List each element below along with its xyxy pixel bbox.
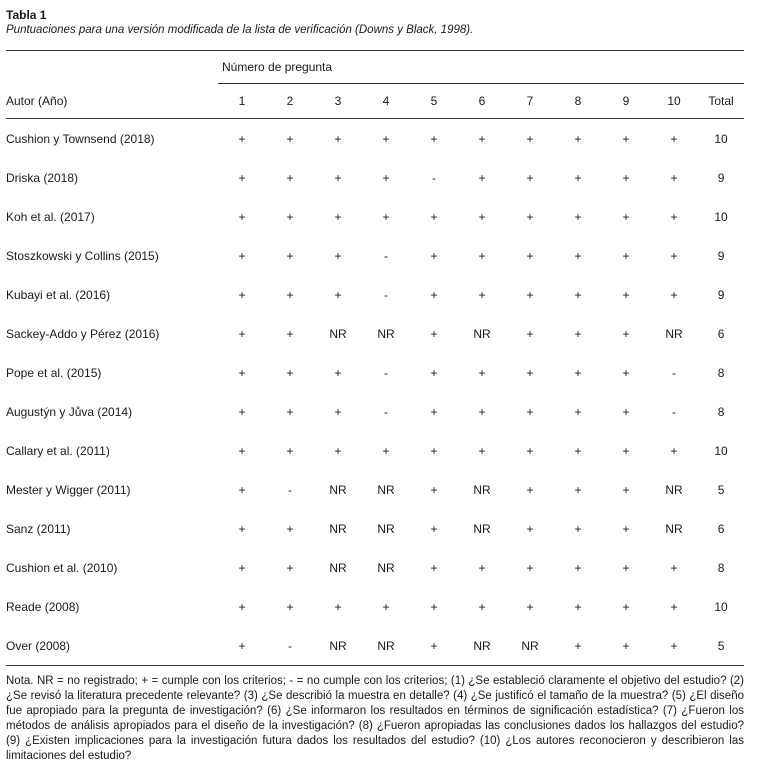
column-header-question-7: 7 bbox=[506, 84, 554, 119]
score-cell: + bbox=[334, 170, 342, 185]
score-cell: + bbox=[622, 404, 630, 419]
score-cell: + bbox=[430, 443, 438, 458]
score-cell: + bbox=[670, 443, 678, 458]
score-cell: + bbox=[238, 404, 246, 419]
score-cell: NR bbox=[314, 626, 362, 666]
total-cell: 10 bbox=[714, 443, 728, 458]
total-cell: 9 bbox=[717, 248, 725, 263]
score-cell: + bbox=[430, 326, 438, 341]
score-cell: NR bbox=[362, 626, 410, 666]
score-cell: NR bbox=[473, 326, 491, 341]
author-cell: Pope et al. (2015) bbox=[6, 365, 102, 380]
score-cell: + bbox=[238, 248, 246, 263]
score-cell: + bbox=[526, 404, 534, 419]
score-cell: + bbox=[478, 209, 486, 224]
score-cell: + bbox=[286, 209, 294, 224]
score-cell: NR bbox=[329, 482, 347, 497]
score-cell: NR bbox=[377, 326, 395, 341]
score-cell: NR bbox=[377, 560, 395, 575]
score-cell: + bbox=[670, 599, 678, 614]
table-row bbox=[6, 353, 744, 392]
author-cell: Augustýn y Jůva (2014) bbox=[6, 404, 133, 419]
table-row bbox=[6, 392, 744, 431]
score-cell: + bbox=[430, 209, 438, 224]
score-cell: + bbox=[430, 482, 438, 497]
author-cell: Over (2008) bbox=[6, 626, 218, 666]
column-header-question-2: 2 bbox=[266, 84, 314, 119]
score-cell: + bbox=[286, 131, 294, 146]
score-cell: + bbox=[382, 131, 390, 146]
score-cell: + bbox=[286, 170, 294, 185]
score-cell: + bbox=[430, 248, 438, 263]
score-cell: + bbox=[238, 209, 246, 224]
table-row bbox=[6, 626, 744, 666]
score-cell: - bbox=[384, 404, 388, 419]
scores-table bbox=[6, 50, 744, 666]
score-cell: - bbox=[384, 248, 388, 263]
score-cell: - bbox=[432, 170, 436, 185]
score-cell: + bbox=[574, 209, 582, 224]
column-header-question-6: 6 bbox=[458, 84, 506, 119]
author-cell: Cushion y Townsend (2018) bbox=[6, 131, 155, 146]
score-cell: NR bbox=[473, 521, 491, 536]
author-cell: Sackey-Addo y Pérez (2016) bbox=[6, 326, 160, 341]
total-cell: 9 bbox=[717, 170, 725, 185]
score-cell: + bbox=[574, 326, 582, 341]
table-row bbox=[6, 509, 744, 548]
score-cell: - bbox=[672, 404, 676, 419]
score-cell: + bbox=[574, 404, 582, 419]
document bbox=[6, 8, 744, 764]
score-cell: + bbox=[286, 560, 294, 575]
score-cell: + bbox=[286, 443, 294, 458]
score-cell: NR bbox=[377, 521, 395, 536]
score-cell: + bbox=[670, 248, 678, 263]
author-cell: Stoszkowski y Collins (2015) bbox=[6, 248, 159, 263]
score-cell: + bbox=[650, 626, 698, 666]
group-header-spacer bbox=[6, 51, 218, 84]
score-cell: + bbox=[238, 443, 246, 458]
score-cell: + bbox=[622, 248, 630, 263]
score-cell: + bbox=[574, 248, 582, 263]
score-cell: NR bbox=[329, 326, 347, 341]
author-cell: Reade (2008) bbox=[6, 599, 80, 614]
column-header-question-4: 4 bbox=[362, 84, 410, 119]
score-cell: - bbox=[672, 365, 676, 380]
score-cell: + bbox=[286, 248, 294, 263]
score-cell: + bbox=[670, 560, 678, 575]
table-note: Nota. NR = no registrado; + = cumple con los criterios; - = no cumple con los criterios; (1) ¿Se estableció claramente el objetivo del estudio? (2) ¿Se revisó la literatura precedente relevante? (3) ¿Se describió la muestra en detalle? (4) ¿Se justificó el tamaño de la muestra? (5) ¿El diseño fue apropiado para la pregunta de investigación? (6) ¿Se informaron los resultados en términos de significación estadística? (7) ¿Fueron los métodos de análisis apropiados para el diseño de la investigación? (8) ¿Fueron apropiadas las conclusiones dados los hallazgos del estudio? (9) ¿Existen implicaciones para la investigación futura dados los resultados del estudio? (10) ¿Los autores reconocieron y describieron las limitaciones del estudio? bbox=[6, 675, 744, 762]
score-cell: + bbox=[670, 131, 678, 146]
score-cell: + bbox=[334, 287, 342, 302]
score-cell: + bbox=[622, 443, 630, 458]
score-cell: - bbox=[266, 626, 314, 666]
score-cell: + bbox=[554, 626, 602, 666]
score-cell: + bbox=[430, 599, 438, 614]
total-cell: 8 bbox=[717, 560, 725, 575]
score-cell: + bbox=[410, 626, 458, 666]
score-cell: + bbox=[574, 482, 582, 497]
score-cell: + bbox=[478, 404, 486, 419]
table-subtitle: Puntuaciones para una versión modificada de la lista de verificación (Downs y Black, 1998). bbox=[6, 24, 474, 36]
score-cell: + bbox=[478, 248, 486, 263]
score-cell: + bbox=[622, 131, 630, 146]
total-cell: 10 bbox=[714, 209, 728, 224]
score-cell: + bbox=[574, 287, 582, 302]
score-cell: + bbox=[430, 365, 438, 380]
score-cell: + bbox=[382, 170, 390, 185]
score-cell: + bbox=[238, 560, 246, 575]
column-header-question-3: 3 bbox=[314, 84, 362, 119]
score-cell: + bbox=[430, 521, 438, 536]
score-cell: + bbox=[574, 521, 582, 536]
score-cell: + bbox=[622, 521, 630, 536]
table-row bbox=[6, 158, 744, 197]
score-cell: + bbox=[526, 521, 534, 536]
score-cell: + bbox=[526, 365, 534, 380]
table-row bbox=[6, 431, 744, 470]
total-cell: 5 bbox=[698, 626, 744, 666]
score-cell: NR bbox=[377, 482, 395, 497]
score-cell: + bbox=[574, 599, 582, 614]
score-cell: + bbox=[430, 287, 438, 302]
total-cell: 8 bbox=[717, 404, 725, 419]
score-cell: + bbox=[286, 326, 294, 341]
score-cell: + bbox=[574, 131, 582, 146]
score-cell: + bbox=[334, 209, 342, 224]
score-cell: + bbox=[478, 560, 486, 575]
column-header-author: Autor (Año) bbox=[6, 84, 218, 119]
score-cell: + bbox=[218, 626, 266, 666]
table-row bbox=[6, 119, 744, 159]
score-cell: + bbox=[238, 365, 246, 380]
author-cell: Kubayi et al. (2016) bbox=[6, 287, 111, 302]
score-cell: + bbox=[526, 248, 534, 263]
score-cell: + bbox=[622, 560, 630, 575]
score-cell: + bbox=[286, 404, 294, 419]
score-cell: + bbox=[574, 443, 582, 458]
score-cell: NR bbox=[665, 521, 683, 536]
score-cell: NR bbox=[329, 521, 347, 536]
table-row bbox=[6, 470, 744, 509]
score-cell: + bbox=[334, 365, 342, 380]
table-title: Tabla 1 bbox=[6, 8, 47, 22]
score-cell: + bbox=[286, 599, 294, 614]
score-cell: + bbox=[670, 287, 678, 302]
author-cell: Driska (2018) bbox=[6, 170, 79, 185]
score-cell: + bbox=[430, 560, 438, 575]
author-cell: Sanz (2011) bbox=[6, 521, 71, 536]
table-row bbox=[6, 314, 744, 353]
author-cell: Koh et al. (2017) bbox=[6, 209, 95, 224]
score-cell: + bbox=[334, 404, 342, 419]
score-cell: + bbox=[602, 626, 650, 666]
score-cell: + bbox=[286, 521, 294, 536]
score-cell: + bbox=[526, 170, 534, 185]
score-cell: + bbox=[430, 404, 438, 419]
score-cell: + bbox=[574, 365, 582, 380]
score-cell: + bbox=[382, 599, 390, 614]
score-cell: + bbox=[526, 287, 534, 302]
score-cell: + bbox=[238, 482, 246, 497]
author-cell: Cushion et al. (2010) bbox=[6, 560, 118, 575]
score-cell: + bbox=[526, 131, 534, 146]
score-cell: - bbox=[288, 482, 292, 497]
score-cell: + bbox=[622, 287, 630, 302]
group-header-label: Número de pregunta bbox=[218, 51, 744, 84]
score-cell: + bbox=[478, 287, 486, 302]
score-cell: + bbox=[382, 443, 390, 458]
score-cell: + bbox=[670, 209, 678, 224]
score-cell: + bbox=[238, 170, 246, 185]
table-row bbox=[6, 236, 744, 275]
score-cell: + bbox=[622, 599, 630, 614]
score-cell: NR bbox=[329, 560, 347, 575]
score-cell: + bbox=[478, 599, 486, 614]
score-cell: NR bbox=[665, 326, 683, 341]
table-row bbox=[6, 548, 744, 587]
column-header-question-10: 10 bbox=[650, 84, 698, 119]
score-cell: + bbox=[622, 170, 630, 185]
score-cell: + bbox=[574, 170, 582, 185]
score-cell: + bbox=[238, 521, 246, 536]
score-cell: + bbox=[478, 443, 486, 458]
score-cell: + bbox=[430, 131, 438, 146]
score-cell: NR bbox=[665, 482, 683, 497]
table-row bbox=[6, 587, 744, 626]
score-cell: + bbox=[622, 365, 630, 380]
score-cell: + bbox=[382, 209, 390, 224]
column-header-row bbox=[6, 84, 744, 119]
total-cell: 6 bbox=[717, 326, 725, 341]
score-cell: + bbox=[526, 599, 534, 614]
score-cell: + bbox=[526, 482, 534, 497]
score-cell: + bbox=[526, 326, 534, 341]
score-cell: + bbox=[526, 443, 534, 458]
total-cell: 6 bbox=[717, 521, 725, 536]
total-cell: 5 bbox=[717, 482, 725, 497]
column-header-question-5: 5 bbox=[410, 84, 458, 119]
score-cell: - bbox=[384, 287, 388, 302]
score-cell: + bbox=[286, 287, 294, 302]
score-cell: + bbox=[622, 482, 630, 497]
total-cell: 10 bbox=[714, 599, 728, 614]
total-cell: 9 bbox=[717, 287, 725, 302]
column-header-question-1: 1 bbox=[218, 84, 266, 119]
author-cell: Mester y Wigger (2011) bbox=[6, 482, 131, 497]
score-cell: + bbox=[478, 365, 486, 380]
score-cell: + bbox=[622, 209, 630, 224]
column-header-question-9: 9 bbox=[602, 84, 650, 119]
score-cell: + bbox=[526, 560, 534, 575]
score-cell: + bbox=[478, 170, 486, 185]
score-cell: + bbox=[334, 443, 342, 458]
score-cell: + bbox=[334, 599, 342, 614]
score-cell: + bbox=[334, 131, 342, 146]
score-cell: NR bbox=[458, 626, 506, 666]
table-row bbox=[6, 197, 744, 236]
score-cell: + bbox=[478, 131, 486, 146]
score-cell: + bbox=[574, 560, 582, 575]
score-cell: + bbox=[670, 170, 678, 185]
score-cell: + bbox=[238, 287, 246, 302]
score-cell: - bbox=[384, 365, 388, 380]
score-cell: + bbox=[526, 209, 534, 224]
author-cell: Callary et al. (2011) bbox=[6, 443, 110, 458]
total-cell: 8 bbox=[717, 365, 725, 380]
table-row bbox=[6, 275, 744, 314]
score-cell: + bbox=[286, 365, 294, 380]
score-cell: NR bbox=[506, 626, 554, 666]
score-cell: + bbox=[238, 599, 246, 614]
score-cell: + bbox=[622, 326, 630, 341]
score-cell: + bbox=[238, 131, 246, 146]
score-cell: + bbox=[238, 326, 246, 341]
score-cell: + bbox=[334, 248, 342, 263]
column-header-question-8: 8 bbox=[554, 84, 602, 119]
score-cell: NR bbox=[473, 482, 491, 497]
total-cell: 10 bbox=[714, 131, 728, 146]
column-header-total: Total bbox=[698, 84, 744, 119]
group-header-row bbox=[6, 51, 744, 84]
